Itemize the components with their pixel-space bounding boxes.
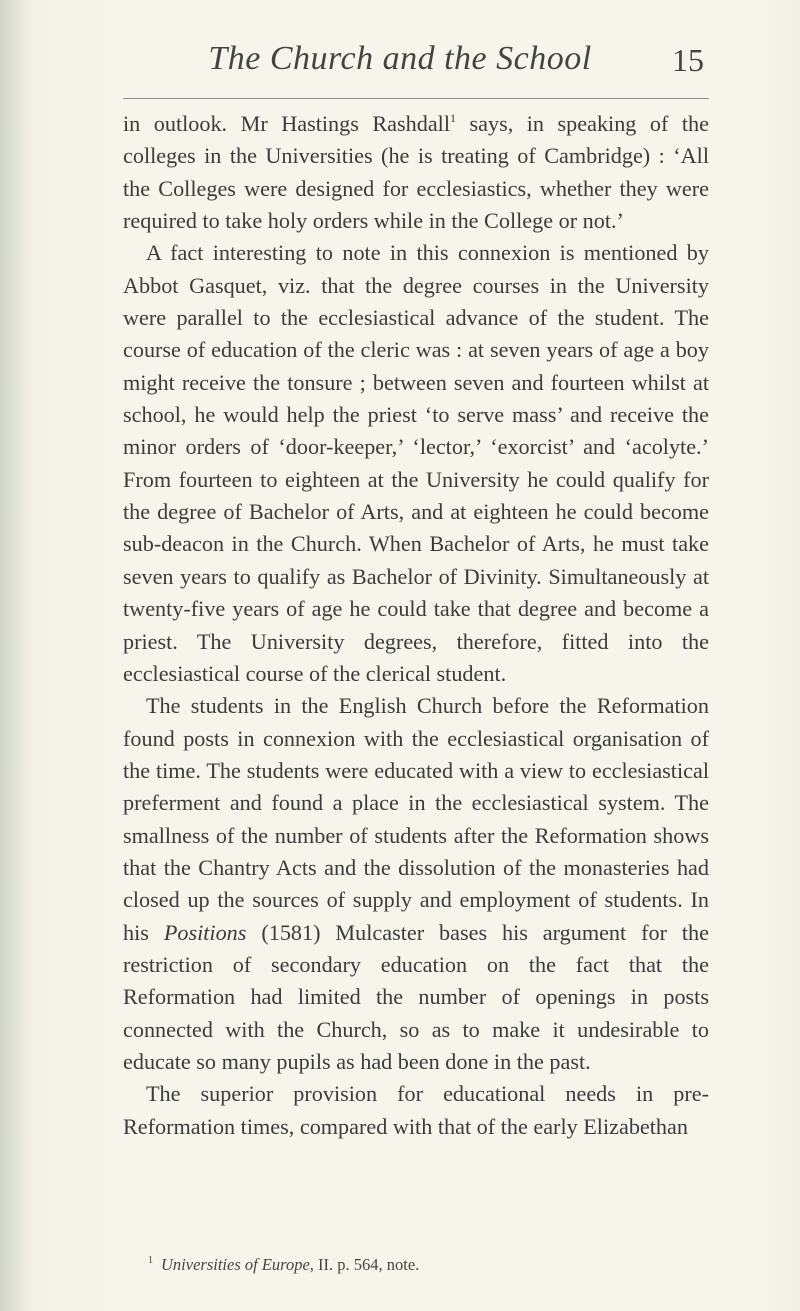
paragraph-1 [123,108,709,237]
body-text [123,108,709,1143]
paragraph-2: A fact interesting to note in this connexion is mentioned by Abbot Gasquet, viz. that the degree courses in the University were parallel to the ecclesiastical advance of the student. The course of education of the cleric was : at seven years of age a boy might receive the tonsure ; between seven and fourteen whilst at school, he would help the priest ‘to serve mass’ and receive the minor orders of ‘door-keeper,’ ‘lector,’ ‘exorcist’ and ‘acolyte.’ From fourteen to eighteen at the University he could qualify for the degree of Bachelor of Arts, and at eighteen he could become sub-deacon in the Church. When Bachelor of Arts, he must take seven years to qualify as Bachelor of Divinity. Simultaneously at twenty-five years of age he could take that degree and become a priest. The University degrees, therefore, fitted into the ecclesiastical course of the clerical student. [123,240,709,686]
page-binding-shadow [0,0,26,1311]
page-header [0,40,800,90]
page-number: 15 [672,42,704,78]
header-rule [123,98,709,99]
footnote-marker: 1 [148,1255,153,1266]
paragraph-4: The superior provision for educational needs in pre-Reformation times, compared with that of the early Elizabethan [123,1081,709,1139]
paragraph-3 [123,690,709,1078]
footnote-title: Universities of Europe [161,1255,310,1274]
footnote-citation: , II. p. 564, note. [309,1255,420,1274]
paragraph-3-text-b: (1581) Mulcaster bases his argument for the restriction of secondary education on the fact that the Reformation had limited the number of openings in posts connected with the Church, so as to make it undesirable to educate so many pupils as had been done in the past. [123,919,709,1074]
paragraph-1-text-b: says, in speaking of the colleges in the Universities (he is treating of Cambridge) : ‘All the Colleges were designed for ecclesiastics, whether they were required to take holy orders while in the College or not.’ [123,111,709,234]
book-title-positions: Positions [163,919,247,945]
paragraph-3-text-a: The students in the English Church before the Reformation found posts in connexion with the ecclesiastical organisation of the time. The students were educated with a view to ecclesiastical preferment and found a place in the ecclesiastical system. The smallness of the number of students after the Reformation shows that the Chantry Acts and the dissolution of the monasteries had closed up the sources of supply and employment of students. In his [123,693,709,945]
footnote [148,1255,708,1275]
paragraph-1-text-a: in outlook. Mr Hastings Rashdall [123,111,451,136]
footnote-reference: 1 [450,111,457,125]
running-title: The Church and the School [208,40,592,77]
